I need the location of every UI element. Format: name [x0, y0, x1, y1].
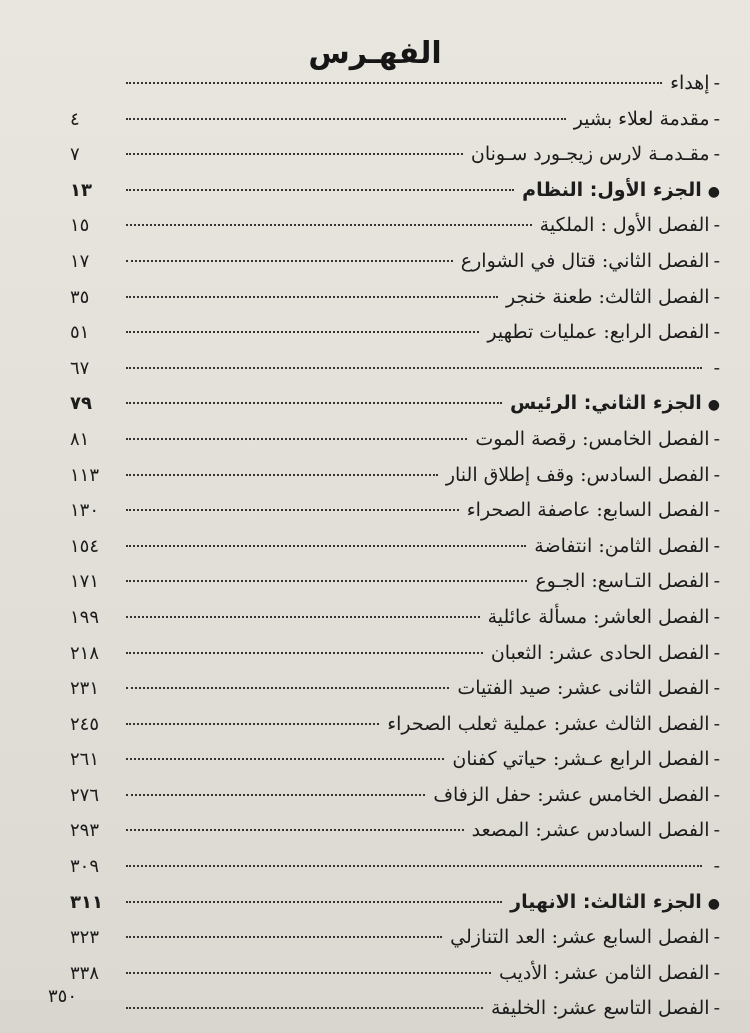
toc-entry-title: الفصل الرابع: عمليات تطهير — [487, 321, 710, 344]
dot-leader — [126, 296, 498, 298]
bullet-icon: ● — [707, 895, 720, 912]
toc-entry — [574, 108, 720, 130]
toc-entry-title: الفصل التاسع عشر: الخليفة — [490, 997, 710, 1020]
toc-entry-title: مقدمة لعلاء بشير — [573, 107, 710, 130]
bullet-icon: ● — [707, 397, 720, 414]
toc-page-number: ٤ — [70, 108, 80, 130]
toc-chapter-row — [70, 72, 720, 108]
dot-leader — [126, 901, 502, 903]
dash-marker: - — [713, 72, 720, 94]
toc-entry-title: الفصل السابع: عاصفة الصحراء — [466, 499, 710, 522]
table-of-contents — [70, 72, 720, 1033]
dash-marker: - — [713, 570, 720, 593]
dash-marker: - — [713, 107, 720, 130]
dot-leader — [126, 580, 527, 582]
toc-page-number: ٢١٨ — [70, 642, 100, 664]
toc-part-row — [70, 891, 720, 927]
toc-page-number: ٢٤٥ — [70, 713, 100, 735]
dot-leader — [126, 616, 480, 618]
toc-chapter-row — [70, 642, 720, 678]
toc-chapter-row — [70, 499, 720, 535]
dash-marker: - — [713, 356, 720, 379]
toc-entry-title: الفصل السابع عشر: العد التنازلي — [450, 926, 710, 949]
toc-page-number: ٢٦١ — [70, 749, 100, 771]
toc-entry — [510, 392, 720, 414]
toc-entry-title: الفصل الخامس عشر: حفل الزفاف — [433, 783, 710, 806]
toc-page-number: ١٩٩ — [70, 606, 100, 628]
dash-marker: - — [713, 819, 720, 842]
toc-page-number: ١٧ — [70, 250, 90, 272]
toc-chapter-row — [70, 962, 720, 998]
dot-leader — [126, 118, 566, 120]
dot-leader — [126, 224, 532, 226]
toc-entry-title: الجزء الأول: النظام — [522, 178, 702, 201]
toc-entry-title: الجزء الثالث: الانهيار — [510, 890, 702, 913]
toc-entry-title: الفصل الرابع عـشر: حياتي كفنان — [452, 748, 710, 771]
toc-page-number: ٣٣٨ — [70, 962, 100, 984]
toc-page-number: ٣١١ — [70, 891, 103, 913]
toc-entry-title: الفصل الثامن: انتفاضة — [534, 534, 710, 557]
dot-leader — [126, 865, 702, 867]
toc-entry — [710, 357, 720, 379]
dot-leader — [126, 509, 459, 511]
toc-page-number: ٧٩ — [70, 393, 92, 415]
toc-entry — [534, 535, 720, 557]
toc-entry — [487, 321, 720, 343]
toc-entry-title: الفصل السادس: وقف إطلاق النار — [445, 463, 710, 486]
dash-marker: - — [713, 926, 720, 949]
dot-leader — [126, 972, 491, 974]
toc-entry — [471, 143, 720, 165]
dash-marker: - — [713, 534, 720, 557]
toc-entry — [457, 677, 720, 699]
toc-chapter-row — [70, 926, 720, 962]
dash-marker: - — [713, 783, 720, 806]
toc-entry — [461, 250, 720, 272]
dash-marker: - — [713, 499, 720, 522]
dot-leader — [126, 367, 702, 369]
dash-marker: - — [713, 605, 720, 628]
toc-chapter-row — [70, 143, 720, 179]
toc-entry-title: الفصل الثالث عشر: عملية ثعلب الصحراء — [387, 712, 710, 735]
toc-entry — [446, 464, 720, 486]
toc-entry — [387, 713, 720, 735]
toc-chapter-row — [70, 606, 720, 642]
dash-marker: - — [713, 321, 720, 344]
bullet-icon: ● — [707, 183, 720, 200]
dash-marker: - — [713, 143, 720, 166]
toc-page-number: ٧ — [70, 144, 80, 166]
dot-leader — [126, 1007, 483, 1009]
toc-page-number: ٥١ — [70, 322, 90, 344]
toc-page-number: ٢٧٦ — [70, 784, 100, 806]
toc-entry — [450, 926, 720, 948]
toc-entry — [475, 428, 720, 450]
dash-marker: - — [713, 427, 720, 450]
dash-marker: - — [713, 214, 720, 237]
dash-marker: - — [713, 641, 720, 664]
toc-entry-title: الفصل الخامس: رقصة الموت — [475, 427, 710, 450]
toc-page-number: ٦٧ — [70, 357, 90, 379]
dash-marker: - — [713, 712, 720, 735]
dash-marker: - — [713, 961, 720, 984]
toc-page-number: ١٥ — [70, 215, 90, 237]
dot-leader — [126, 153, 463, 155]
toc-entry-title: الفصل الثالث: طعنة خنجر — [506, 285, 710, 308]
toc-page-number: ٣٢٣ — [70, 927, 100, 949]
toc-entry — [472, 819, 720, 841]
dot-leader — [126, 936, 442, 938]
toc-entry — [670, 72, 720, 94]
toc-page-number: ١٣ — [70, 179, 92, 201]
toc-page-number: ١٥٤ — [70, 535, 100, 557]
dot-leader — [126, 331, 479, 333]
toc-part-row — [70, 392, 720, 428]
toc-chapter-row — [70, 819, 720, 855]
toc-part-row — [70, 179, 720, 215]
dash-marker: - — [713, 748, 720, 771]
toc-entry — [491, 642, 720, 664]
dot-leader — [126, 438, 467, 440]
toc-page-number: ٣٥ — [70, 286, 90, 308]
toc-chapter-row — [70, 464, 720, 500]
dot-leader — [126, 545, 526, 547]
toc-page-number: ٨١ — [70, 428, 90, 450]
toc-entry — [491, 997, 720, 1019]
toc-chapter-row — [70, 428, 720, 464]
toc-entry-title: إهداء — [670, 72, 710, 94]
toc-chapter-row — [70, 570, 720, 606]
dot-leader — [126, 723, 379, 725]
toc-entry — [510, 891, 720, 913]
toc-chapter-row — [70, 997, 720, 1033]
dot-leader — [126, 794, 425, 796]
toc-entry — [540, 214, 720, 236]
dot-leader — [126, 189, 514, 191]
toc-entry-title: الفصل الأول : الملكية — [539, 214, 710, 237]
dot-leader — [126, 260, 453, 262]
dot-leader — [126, 687, 449, 689]
toc-entry-title: الجزء الثاني: الرئيس — [509, 392, 702, 415]
toc-entry-title: الفصل العاشر: مسألة عائلية — [487, 605, 710, 628]
toc-chapter-row — [70, 250, 720, 286]
toc-entry-title: الفصل الثاني: قتال في الشوارع — [460, 249, 710, 272]
dash-marker: - — [713, 249, 720, 272]
toc-entry-title: الفصل الثامن عشر: الأديب — [498, 961, 710, 984]
toc-entry — [467, 499, 720, 521]
dot-leader — [126, 402, 502, 404]
toc-chapter-row — [70, 108, 720, 144]
toc-chapter-row — [70, 713, 720, 749]
toc-entry-title: الفصل الحادى عشر: الثعبان — [490, 641, 710, 664]
dash-marker: - — [713, 285, 720, 308]
dash-marker: - — [713, 677, 720, 700]
dot-leader — [126, 652, 483, 654]
dot-leader — [126, 82, 662, 84]
toc-page-number: ١٣٠ — [70, 500, 100, 522]
toc-page-number: ٢٩٣ — [70, 820, 100, 842]
toc-chapter-row — [70, 214, 720, 250]
toc-chapter-row — [70, 784, 720, 820]
toc-entry — [499, 962, 720, 984]
toc-chapter-row — [70, 357, 720, 393]
toc-entry-title: مقـدمـة لارس زيجـورد سـونان — [470, 143, 710, 166]
toc-entry — [535, 570, 720, 592]
toc-entry-title: الفصل التـاسع: الجـوع — [535, 570, 710, 593]
toc-chapter-row — [70, 748, 720, 784]
dash-marker: - — [713, 997, 720, 1020]
toc-page-number: ٢٣١ — [70, 678, 100, 700]
toc-page-number: ١٧١ — [70, 571, 100, 593]
toc-chapter-row — [70, 855, 720, 891]
toc-chapter-row — [70, 677, 720, 713]
dot-leader — [126, 829, 464, 831]
cut-off-page-number: ٣٥٠ — [48, 986, 78, 1007]
toc-chapter-row — [70, 286, 720, 322]
toc-entry — [710, 855, 720, 877]
page-title: الفهـرس — [308, 36, 442, 71]
toc-page-number: ١١٣ — [70, 464, 100, 486]
dot-leader — [126, 758, 444, 760]
dash-marker: - — [713, 855, 720, 878]
toc-entry — [433, 784, 720, 806]
dot-leader — [126, 474, 438, 476]
toc-chapter-row — [70, 321, 720, 357]
toc-entry — [522, 179, 720, 201]
toc-page-number: ٣٠٩ — [70, 856, 100, 878]
dash-marker: - — [713, 463, 720, 486]
toc-entry-title: الفصل الثانى عشر: صيد الفتيات — [457, 677, 710, 700]
toc-entry — [506, 286, 720, 308]
toc-entry — [452, 748, 720, 770]
toc-entry-title: الفصل السادس عشر: المصعد — [471, 819, 710, 842]
toc-entry — [488, 606, 720, 628]
toc-chapter-row — [70, 535, 720, 571]
